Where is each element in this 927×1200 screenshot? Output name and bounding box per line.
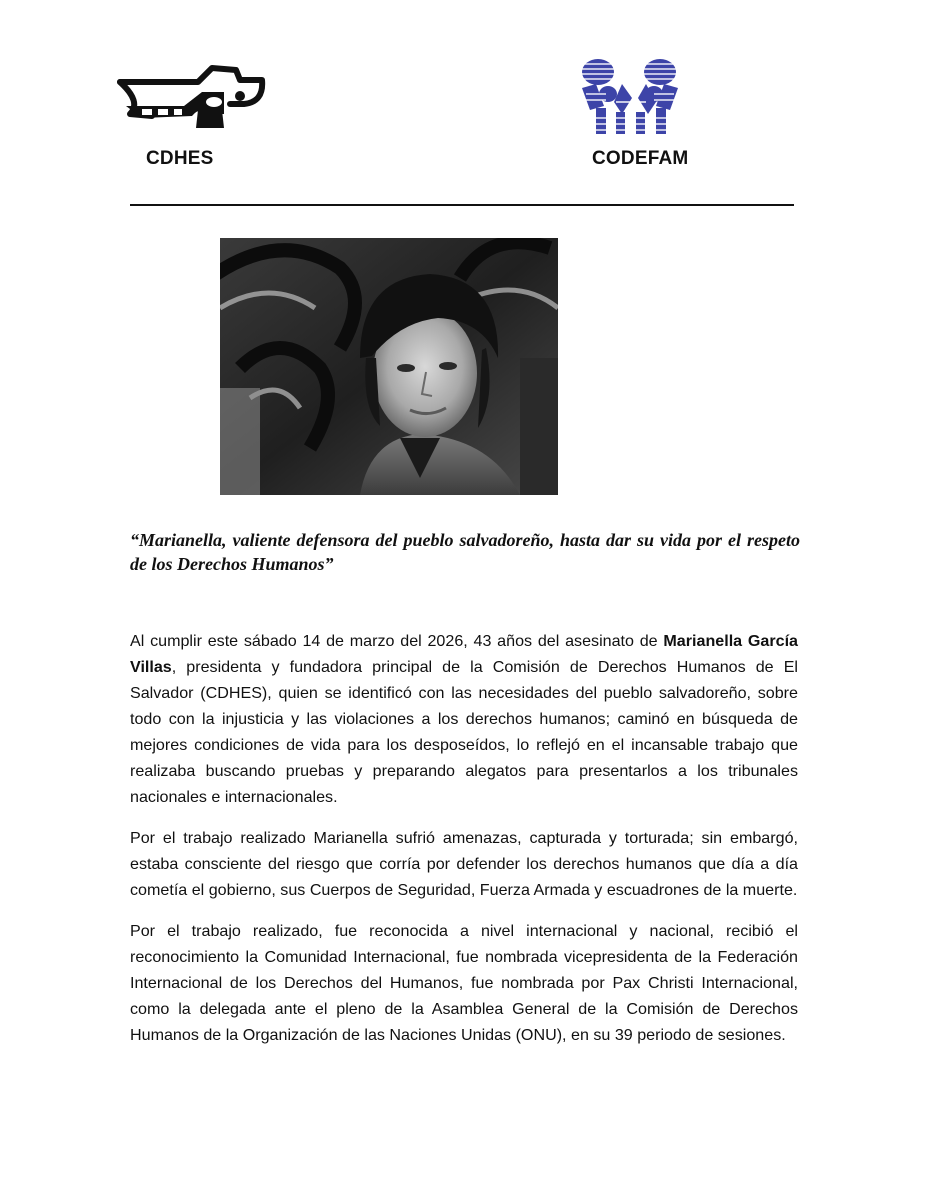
paragraph-1-rest: , presidenta y fundadora principal de la Comisión de Derechos Humanos de El Salvador (CDHES), quien se identificó con las necesidades del pueblo salvadoreño, sobre todo con la injusticia y las violaciones a los derechos humanos; caminó en búsqueda de mejores condiciones de vida para los desposeídos, lo reflejó en el incansable trabajo que realizaba buscando pruebas y preparando alegatos para presentarlos a los tribunales nacionales e internacionales. [130,658,798,806]
quote-text: “Marianella, valiente defensora del pueblo salvadoreño, hasta dar su vida por el respeto de los Derechos Humanos” [130,530,800,574]
header-divider [130,204,794,206]
portrait-photo [220,238,558,495]
paragraph-1 [130,628,798,810]
codefam-logo-icon [576,58,684,136]
paragraph-2: Por el trabajo realizado Marianella sufrió amenazas, capturada y torturada; sin embargó, estaba consciente del riesgo que corría por defender los derechos humanos que día a día cometía el gobierno, sus Cuerpos de Seguridad, Fuerza Armada y escuadrones de la muerte. [130,829,798,899]
cdhes-label: CDHES [146,148,214,169]
paragraph-3: Por el trabajo realizado, fue reconocida a nivel internacional y nacional, recibió el reconocimiento la Comunidad Internacional, fue nombrada vicepresidenta de la Federación Internacional de los Derechos del Humanos, fue nombrada por Pax Christi Internacional, como la delegada ante el pleno de la Asamblea General de la Comisión de Derechos Humanos de la Organización de las Naciones Unidas (ONU), en su 39 periodo de sesiones. [130,922,798,1044]
name-highlight: Marianella García Villas [130,632,798,676]
paragraph-1-intro: Al cumplir este sábado 14 de marzo del 2026, 43 años del asesinato de [130,632,664,650]
article-body [130,628,798,1063]
codefam-label: CODEFAM [592,148,689,169]
cdhes-logo-icon [112,62,268,134]
